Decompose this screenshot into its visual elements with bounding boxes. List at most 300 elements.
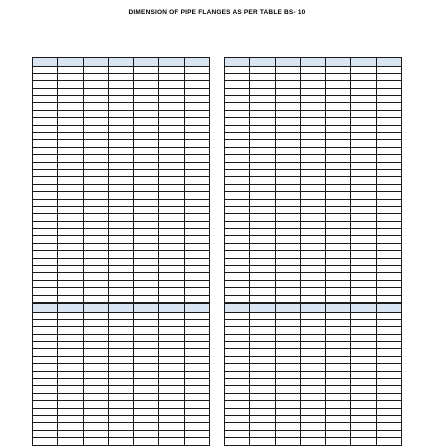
table-row [33,147,210,154]
table-cell [159,401,184,408]
table-row [33,408,210,415]
table-cell [134,184,159,191]
column-header [159,58,184,67]
table-row [33,379,210,386]
table-cell [351,199,376,206]
table-cell [300,169,325,176]
table-cell [300,140,325,147]
table-cell [376,327,401,334]
table-cell [58,110,83,117]
table-cell [33,147,58,154]
table-cell [58,312,83,319]
table-cell [326,319,351,326]
table-cell [250,206,275,213]
table-cell [83,349,108,356]
table-cell [159,177,184,184]
table-cell [184,140,209,147]
table-row [225,125,402,132]
column-header [275,58,300,67]
table-cell [58,162,83,169]
table-cell [250,408,275,415]
table-cell [83,206,108,213]
table-cell [184,266,209,273]
table-cell [134,371,159,378]
table-row [33,229,210,236]
table-cell [159,96,184,103]
table-cell [225,206,250,213]
table-cell [275,177,300,184]
table-cell [58,319,83,326]
table-cell [184,236,209,243]
table-cell [250,73,275,80]
table-cell [351,349,376,356]
table-cell [108,364,133,371]
table-row [33,81,210,88]
table-cell [300,214,325,221]
table-cell [376,386,401,393]
table-row [33,169,210,176]
table-cell [159,169,184,176]
table-caption [32,47,210,57]
table-cell [250,88,275,95]
table-row [225,147,402,154]
table-cell [108,266,133,273]
table-cell [159,371,184,378]
table-cell [134,81,159,88]
table-cell [108,258,133,265]
table-cell [376,280,401,287]
table-cell [376,379,401,386]
table-cell [83,408,108,415]
table-cell [159,415,184,422]
table-cell [250,379,275,386]
table-cell [351,214,376,221]
table-cell [225,96,250,103]
table-cell [275,364,300,371]
table-cell [83,103,108,110]
table-cell [225,334,250,341]
table-cell [134,66,159,73]
table-cell [83,88,108,95]
table-cell [376,199,401,206]
table-cell [250,273,275,280]
flange-table-grid [224,303,402,446]
table-cell [184,386,209,393]
table-cell [134,73,159,80]
table-cell [83,334,108,341]
table-cell [33,155,58,162]
table-cell [300,312,325,319]
table-cell [33,184,58,191]
table-header-row [33,304,210,313]
table-row [225,379,402,386]
table-cell [351,266,376,273]
table-cell [225,192,250,199]
table-cell [159,349,184,356]
table-cell [58,199,83,206]
table-cell [108,88,133,95]
flange-table-1 [32,47,210,310]
table-cell [134,364,159,371]
table-cell [275,147,300,154]
table-cell [300,192,325,199]
table-row [225,349,402,356]
table-cell [225,423,250,430]
table-header-row [33,58,210,67]
table-cell [58,236,83,243]
table-cell [83,110,108,117]
column-header [300,58,325,67]
table-cell [225,88,250,95]
table-cell [83,280,108,287]
table-row [225,214,402,221]
table-cell [275,386,300,393]
table-cell [134,334,159,341]
table-row [33,96,210,103]
table-cell [225,258,250,265]
column-header [108,58,133,67]
table-cell [250,364,275,371]
table-cell [225,155,250,162]
column-header [159,304,184,313]
table-cell [58,206,83,213]
table-cell [225,199,250,206]
table-cell [108,96,133,103]
table-cell [250,349,275,356]
table-cell [351,280,376,287]
table-cell [134,125,159,132]
table-cell [275,118,300,125]
table-cell [58,280,83,287]
table-cell [134,251,159,258]
table-cell [275,73,300,80]
flange-table-grid [224,57,402,310]
table-cell [376,66,401,73]
table-cell [351,118,376,125]
table-row [33,236,210,243]
table-cell [376,401,401,408]
table-cell [275,356,300,363]
table-row [225,133,402,140]
column-header [83,58,108,67]
table-cell [225,229,250,236]
table-cell [58,415,83,422]
table-cell [159,319,184,326]
table-cell [300,415,325,422]
table-cell [83,243,108,250]
table-cell [33,140,58,147]
table-cell [184,379,209,386]
table-cell [326,221,351,228]
table-cell [225,162,250,169]
table-cell [250,162,275,169]
table-cell [326,236,351,243]
table-cell [159,140,184,147]
table-cell [300,266,325,273]
table-row [225,96,402,103]
table-cell [351,73,376,80]
table-cell [351,96,376,103]
table-cell [376,342,401,349]
table-cell [300,236,325,243]
table-cell [275,312,300,319]
table-cell [250,415,275,422]
column-header [376,58,401,67]
table-cell [250,327,275,334]
table-cell [351,184,376,191]
table-cell [159,73,184,80]
table-cell [83,342,108,349]
table-cell [134,214,159,221]
table-cell [275,258,300,265]
table-cell [250,342,275,349]
table-cell [225,214,250,221]
table-row [225,206,402,213]
table-cell [250,81,275,88]
table-cell [159,229,184,236]
table-cell [134,177,159,184]
table-cell [184,192,209,199]
table-cell [250,192,275,199]
table-cell [300,393,325,400]
table-cell [351,140,376,147]
table-cell [351,88,376,95]
table-cell [134,349,159,356]
table-cell [225,280,250,287]
table-cell [351,327,376,334]
table-cell [83,236,108,243]
table-cell [108,140,133,147]
table-cell [33,243,58,250]
table-cell [159,236,184,243]
table-cell [33,312,58,319]
table-cell [83,96,108,103]
flange-table-2 [224,47,402,310]
table-cell [184,415,209,422]
table-cell [351,229,376,236]
table-cell [159,103,184,110]
table-cell [134,393,159,400]
table-cell [58,364,83,371]
table-row [33,327,210,334]
table-cell [351,169,376,176]
table-row [225,386,402,393]
table-cell [225,236,250,243]
table-cell [184,356,209,363]
table-cell [58,438,83,445]
table-cell [83,81,108,88]
table-cell [83,371,108,378]
table-row [225,66,402,73]
table-row [225,199,402,206]
table-cell [134,192,159,199]
table-cell [159,312,184,319]
table-cell [225,125,250,132]
table-cell [33,125,58,132]
table-row [225,169,402,176]
table-cell [275,206,300,213]
table-cell [376,273,401,280]
table-cell [250,214,275,221]
table-cell [83,438,108,445]
table-cell [83,147,108,154]
table-cell [326,96,351,103]
table-cell [300,334,325,341]
table-row [33,73,210,80]
table-cell [225,349,250,356]
table-cell [326,415,351,422]
table-cell [33,221,58,228]
table-cell [33,162,58,169]
table-cell [326,312,351,319]
table-cell [134,147,159,154]
table-cell [250,334,275,341]
table-cell [326,273,351,280]
table-cell [326,147,351,154]
table-cell [300,356,325,363]
table-cell [250,96,275,103]
table-cell [134,229,159,236]
table-row [33,214,210,221]
column-header [326,58,351,67]
table-cell [134,221,159,228]
table-cell [250,251,275,258]
table-cell [300,319,325,326]
table-row [33,177,210,184]
table-cell [83,66,108,73]
table-cell [134,243,159,250]
table-cell [300,229,325,236]
table-cell [159,393,184,400]
table-cell [184,73,209,80]
table-cell [108,118,133,125]
table-cell [58,258,83,265]
table-cell [134,162,159,169]
table-header-row [225,58,402,67]
table-cell [326,125,351,132]
table-cell [250,66,275,73]
table-cell [58,423,83,430]
table-cell [83,199,108,206]
table-cell [275,162,300,169]
table-cell [300,162,325,169]
table-cell [300,110,325,117]
table-cell [376,73,401,80]
table-cell [33,386,58,393]
table-cell [159,184,184,191]
table-cell [376,266,401,273]
table-cell [83,118,108,125]
table-cell [250,125,275,132]
table-cell [108,221,133,228]
table-cell [250,199,275,206]
table-cell [351,258,376,265]
table-cell [108,110,133,117]
table-cell [108,73,133,80]
table-cell [184,364,209,371]
table-cell [225,379,250,386]
table-cell [184,169,209,176]
table-cell [326,169,351,176]
table-row [33,118,210,125]
table-cell [225,386,250,393]
table-cell [159,206,184,213]
table-cell [184,96,209,103]
table-cell [33,423,58,430]
table-cell [184,110,209,117]
column-header [250,58,275,67]
table-cell [108,206,133,213]
table-row [225,177,402,184]
table-cell [83,423,108,430]
table-cell [159,155,184,162]
table-cell [376,184,401,191]
table-cell [58,266,83,273]
table-cell [326,88,351,95]
table-cell [33,273,58,280]
table-cell [184,312,209,319]
table-cell [376,415,401,422]
table-cell [33,393,58,400]
table-cell [250,266,275,273]
table-cell [376,356,401,363]
table-row [33,140,210,147]
table-cell [58,88,83,95]
table-header-row [225,304,402,313]
table-row [225,243,402,250]
table-cell [108,408,133,415]
table-cell [351,342,376,349]
table-cell [33,327,58,334]
table-cell [108,401,133,408]
table-cell [300,66,325,73]
table-cell [275,96,300,103]
table-cell [184,177,209,184]
table-cell [58,192,83,199]
table-cell [184,88,209,95]
table-row [33,125,210,132]
table-cell [184,401,209,408]
table-cell [33,73,58,80]
table-cell [376,110,401,117]
table-cell [134,88,159,95]
table-cell [184,251,209,258]
table-cell [275,401,300,408]
flange-table-grid [32,57,210,310]
column-header [184,304,209,313]
table-cell [108,162,133,169]
table-cell [225,371,250,378]
table-row [225,273,402,280]
table-cell [33,66,58,73]
table-cell [33,251,58,258]
table-cell [33,81,58,88]
table-cell [376,364,401,371]
table-cell [134,169,159,176]
table-cell [275,438,300,445]
table-row [33,184,210,191]
table-cell [250,371,275,378]
table-cell [134,379,159,386]
table-cell [134,266,159,273]
table-cell [108,147,133,154]
table-cell [184,214,209,221]
table-cell [184,81,209,88]
table-cell [159,110,184,117]
table-cell [275,393,300,400]
table-cell [108,133,133,140]
table-cell [326,408,351,415]
